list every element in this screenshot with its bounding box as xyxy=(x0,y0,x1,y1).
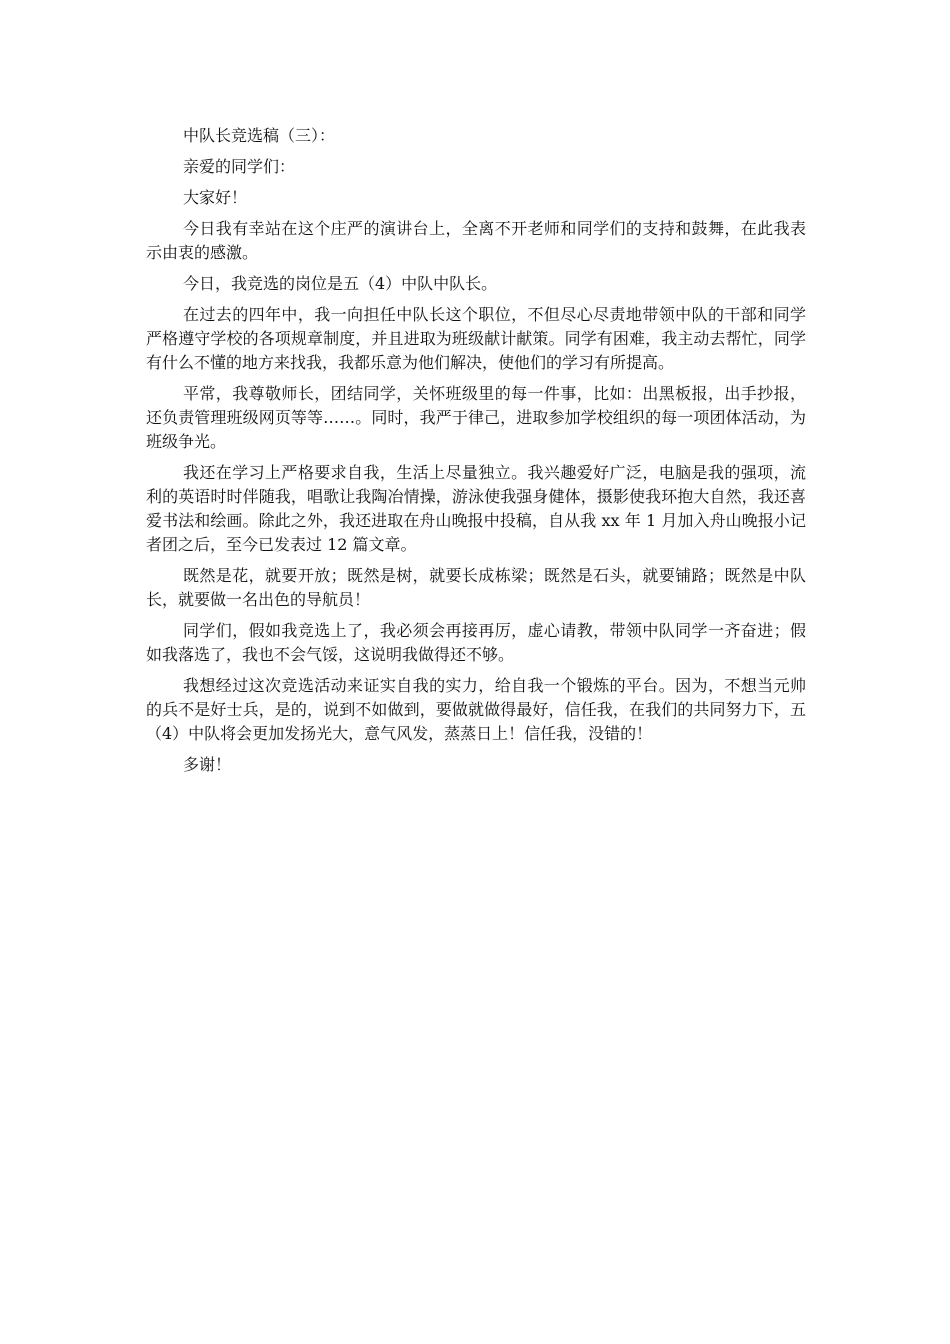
greeting: 大家好！ xyxy=(183,188,248,207)
paragraph-metaphor: 既然是花，就要开放；既然是树，就要长成栋梁；既然是石头，就要铺路；既然是中队长，就要做一名出色的导航员！ xyxy=(146,566,806,609)
salutation: 亲爱的同学们： xyxy=(183,157,296,176)
paragraph-intro: 今日我有幸站在这个庄严的演讲台上，全离不开老师和同学们的支持和鼓舞，在此我表示由衷的感激。 xyxy=(146,219,806,262)
document-body xyxy=(146,124,806,784)
paragraph-conclusion: 我想经过这次竞选活动来证实自我的实力，给自我一个锻炼的平台。因为，不想当元帅的兵不是好士兵，是的，说到不如做到，要做就做得最好，信任我，在我们的共同努力下，五（4）中队将会更加发扬光大，意气风发，蒸蒸日上！信任我，没错的！ xyxy=(146,676,806,743)
closing-thanks: 多谢！ xyxy=(183,755,232,774)
paragraph-study: 我还在学习上严格要求自我，生活上尽量独立。我兴趣爱好广泛，电脑是我的强项，流利的英语时时伴随我，唱歌让我陶冶情操，游泳使我强身健体，摄影使我环抱大自然，我还喜爱书法和绘画。除此之外，我还进取在舟山晚报中投稿，自从我 xx 年 1 月加入舟山晚报小记者团之后，至今已发表过 12 篇文章。 xyxy=(146,463,806,554)
paragraph-outcome: 同学们，假如我竞选上了，我必须会再接再厉，虚心请教，带领中队同学一齐奋进；假如我落选了，我也不会气馁，这说明我做得还不够。 xyxy=(146,621,806,664)
paragraph-experience: 在过去的四年中，我一向担任中队长这个职位，不但尽心尽责地带领中队的干部和同学严格遵守学校的各项规章制度，并且进取为班级献计献策。同学有困难，我主动去帮忙，同学有什么不懂的地方来找我，我都乐意为他们解决，使他们的学习有所提高。 xyxy=(146,305,806,372)
paragraph-daily: 平常，我尊敬师长，团结同学，关怀班级里的每一件事，比如：出黑板报，出手抄报，还负责管理班级网页等等……。同时，我严于律己，进取参加学校组织的每一项团体活动，为班级争光。 xyxy=(146,384,806,451)
paragraph-position: 今日，我竞选的岗位是五（4）中队中队长。 xyxy=(183,274,498,293)
document-title: 中队长竞选稿（三）： xyxy=(183,126,336,145)
